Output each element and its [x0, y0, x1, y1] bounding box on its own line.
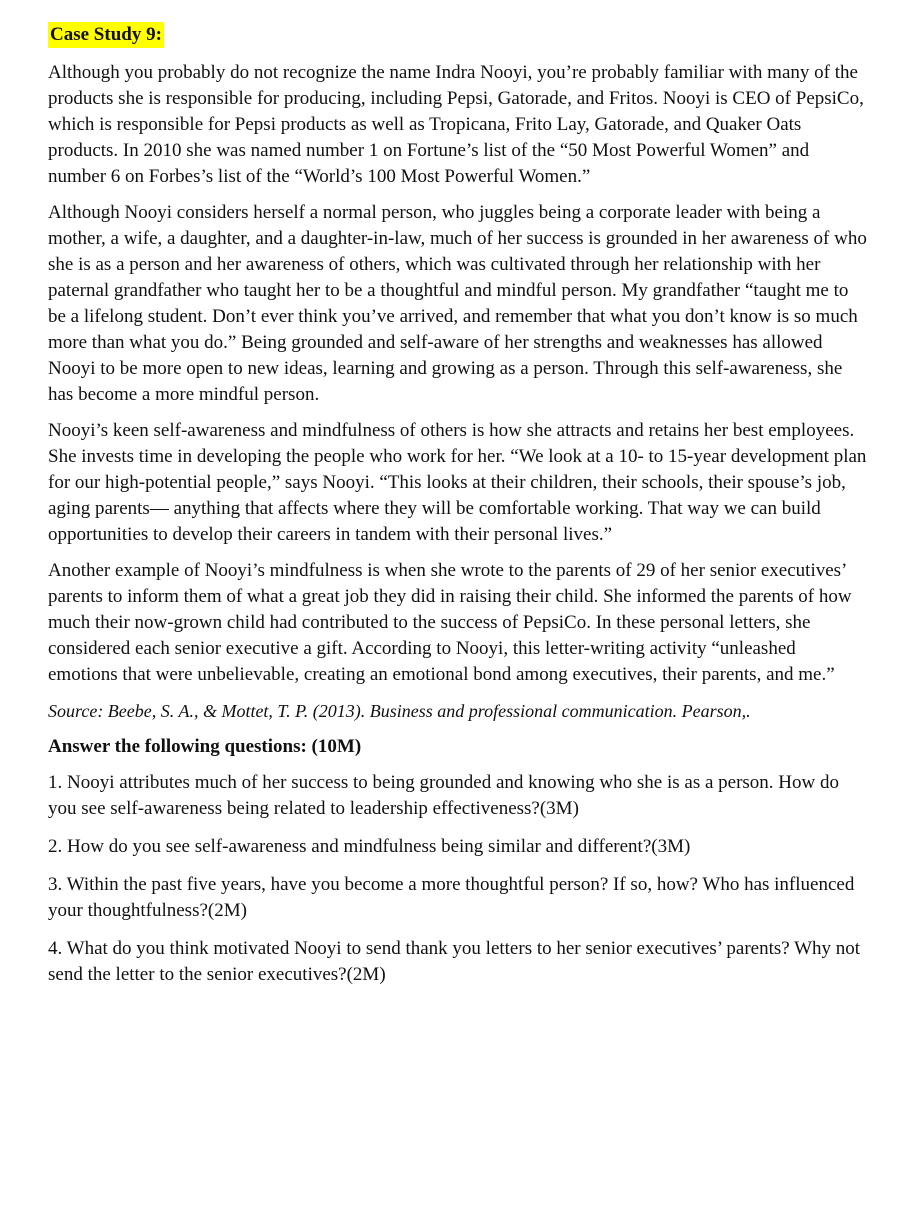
- question-2: 2. How do you see self-awareness and mindfulness being similar and different?(3M): [48, 836, 691, 857]
- source-citation: Source: Beebe, S. A., & Mottet, T. P. (2013). Business and professional communication. Pearson,.: [48, 701, 751, 721]
- questions-heading: Answer the following questions: (10M): [48, 736, 362, 757]
- paragraph-letters: Another example of Nooyi’s mindfulness is when she wrote to the parents of 29 of her senior executives’ parents to inform them of what a great job they did in raising their child. She informed the parents of how much their now-grown child had contributed to the success of PepsiCo. In these personal letters, she considered each senior executive a gift. According to Nooyi, this letter-writing activity “unleashed emotions that were unbelievable, creating an emotional bond among executives, their parents, and me.”: [48, 560, 852, 685]
- question-3: 3. Within the past five years, have you become a more thoughtful person? If so, how? Who has influenced your thoughtfulness?(2M): [48, 874, 855, 921]
- question-4: 4. What do you think motivated Nooyi to send thank you letters to her senior executives’ parents? Why not send the letter to the senior executives?(2M): [48, 938, 861, 985]
- paragraph-self-awareness: Although Nooyi considers herself a normal person, who juggles being a corporate leader with being a mother, a wife, a daughter, and a daughter-in-law, much of her success is grounded in her awareness of who she is as a person and her awareness of others, which was cultivated through her relationship with her paternal grandfather who taught her to be a thoughtful and mindful person. My grandfather “taught me to be a lifelong student. Don’t ever think you’ve arrived, and remember that what you don’t know is so much more than what you do.” Being grounded and self-aware of her strengths and weaknesses has allowed Nooyi to be more open to new ideas, learning and growing as a person. Through this self-awareness, she has become a more mindful person.: [48, 202, 867, 405]
- paragraph-intro: Although you probably do not recognize the name Indra Nooyi, you’re probably familiar with many of the products she is responsible for producing, including Pepsi, Gatorade, and Fritos. Nooyi is CEO of PepsiCo, which is responsible for Pepsi products as well as Tropicana, Frito Lay, Gatorade, and Quaker Oats products. In 2010 she was named number 1 on Fortune’s list of the “50 Most Powerful Women” and number 6 on Forbes’s list of the “World’s 100 Most Powerful Women.”: [48, 62, 864, 187]
- paragraph-employees: Nooyi’s keen self-awareness and mindfulness of others is how she attracts and retains her best employees. She invests time in developing the people who work for her. “We look at a 10- to 15-year development plan for our high-potential people,” says Nooyi. “This looks at their children, their schools, their spouse’s job, aging parents— anything that affects where they will be comfortable working. That way we can build opportunities to develop their careers in tandem with their personal lives.”: [48, 420, 867, 545]
- question-1: 1. Nooyi attributes much of her success to being grounded and knowing who she is as a person. How do you see self-awareness being related to leadership effectiveness?(3M): [48, 772, 839, 819]
- case-study-page: [48, 22, 868, 1000]
- case-study-title: Case Study 9:: [48, 22, 164, 48]
